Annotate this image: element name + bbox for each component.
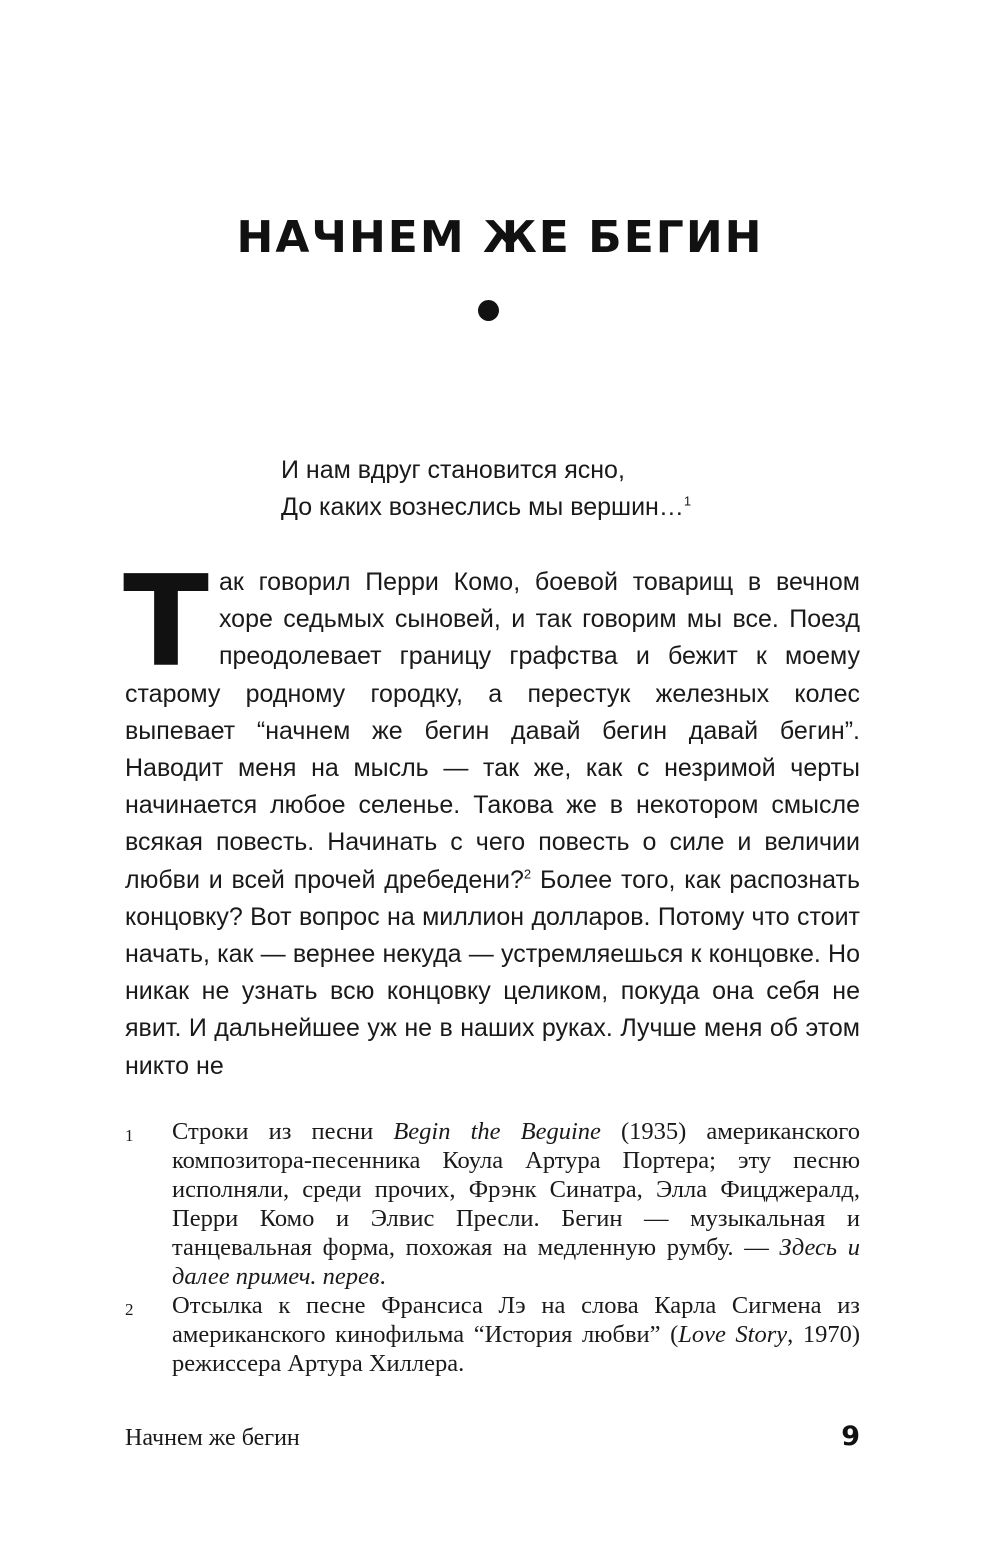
- footnote-text: Отсылка к песне Франсиса Лэ на слова Карла Сигмена из американского кинофильма “История любви” (: [172, 1292, 860, 1348]
- footnote-italic-title: Love Story: [678, 1321, 788, 1348]
- footnote-text: (1935) американского композитора-песенника Коула Артура Портера; эту песню исполняли, среди прочих, Фрэнк Синатра, Элла Фицджералд, Перри Комо и Элвис Пресли. Бегин — музыкальная и танцевальная форма, похожая на медленную румбу. —: [172, 1118, 860, 1261]
- drop-cap: Т: [123, 548, 209, 695]
- page-number: 9: [841, 1421, 860, 1452]
- epigraph-line-1: И нам вдруг становится ясно,: [281, 456, 625, 484]
- epigraph-line-2-text: До каких вознеслись мы вершин…: [281, 493, 684, 521]
- footnote-text: , 1970) режиссера Артура Хиллера.: [172, 1321, 860, 1377]
- footnote-1: [125, 1117, 860, 1291]
- footnote-number: 1: [125, 1126, 134, 1145]
- footnote-ref-1[interactable]: 1: [683, 493, 692, 509]
- footnote-italic-note: Здесь и далее примеч. перев: [172, 1234, 860, 1290]
- footnote-number: 2: [125, 1300, 134, 1319]
- footnotes: [125, 1117, 860, 1378]
- footnote-2: [125, 1291, 860, 1378]
- body-paragraph: [123, 548, 860, 1085]
- epigraph-line-2: [281, 489, 841, 526]
- footnote-text: Строки из песни: [172, 1118, 394, 1145]
- running-head: Начнем же бегин: [125, 1425, 300, 1451]
- body-text-part-1: ак говорил Перри Комо, боевой товарищ в вечном хоре седьмых сыновей, и так говорим мы все. Поезд преодолевает границу графства и бежит к моему старому родному городку, а перестук железных колес выпевает “начнем же бегин давай бегин давай бегин”. Наводит меня на мысль — так же, как с незримой черты начинается любое селенье. Такова же в некотором смысле всякая повесть. Начинать с чего повесть о силе и величии любви и всей прочей дребедени?: [125, 568, 860, 894]
- page-footer: [125, 1421, 860, 1455]
- ornament-bullet: [478, 300, 499, 321]
- footnote-text: .: [379, 1263, 386, 1290]
- footnote-ref-2[interactable]: 2: [523, 866, 532, 882]
- chapter-title: НАЧНЕМ ЖЕ БЕГИН: [236, 212, 764, 263]
- body-text-part-2: Более того, как распознать концовку? Вот вопрос на миллион долларов. Потому что стоит начать, как — вернее некуда — устремляешься к концовке. Но никак не узнать всю концовку целиком, покуда она себя не явит. И дальнейшее уж не в наших руках. Лучше меня об этом никто не: [125, 865, 860, 1080]
- footnote-italic-title: Begin the Beguine: [393, 1118, 601, 1145]
- epigraph: [281, 452, 841, 526]
